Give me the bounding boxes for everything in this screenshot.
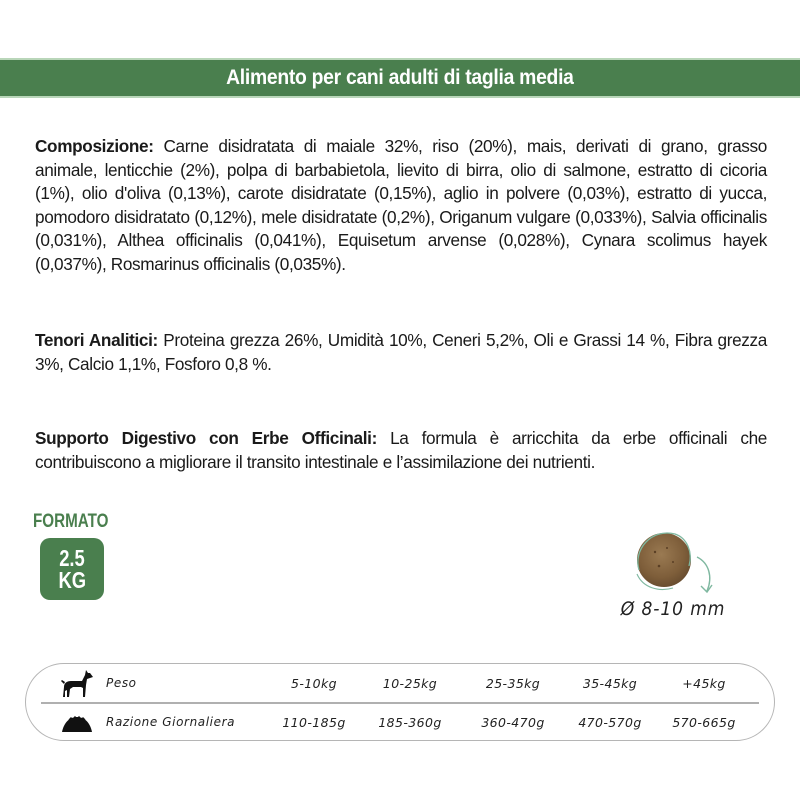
composition-section	[35, 135, 767, 276]
page-title: Alimento per cani adulti di taglia media	[226, 66, 574, 89]
format-amount: 2.5	[59, 545, 85, 571]
ration-value: 360-470g	[481, 714, 545, 730]
table-row-weight	[26, 664, 774, 702]
weight-value: +45kg	[682, 675, 726, 691]
format-badge	[40, 538, 104, 600]
food-bowl-icon	[59, 706, 95, 738]
daily-ration-label: Razione Giornaliera	[106, 715, 236, 729]
feeding-table	[25, 663, 775, 741]
composition-label: Composizione:	[35, 136, 154, 156]
composition-text: Carne disidratata di maiale 32%, riso (20%), mais, derivati di grano, grasso animale, lenticchie (2%), polpa di barbabietola, lievito di birra, olio di salmone, estratto di cicoria (1%), olio d'oliva (0,13%), carote disidratate (0,15%), aglio in polvere (0,03%), estratto di yucca, pomodoro disidratato (0,12%), mele disidratate (0,2%), Origanum vulgare (0,033%), Salvia officinalis (0,031%), Althea officinalis (0,041%), Equisetum arvense (0,028%), Cynara scolimus hayek (0,037%), Rosmarinus officinalis (0,035%).	[35, 136, 767, 274]
analytical-text: Proteina grezza 26%, Umidità 10%, Ceneri 5,2%, Oli e Grassi 14 %, Fibra grezza 3%, Calcio 1,1%, Fosforo 0,8 %.	[35, 330, 767, 374]
weight-value: 35-45kg	[582, 675, 638, 691]
ration-value: 470-570g	[578, 714, 642, 730]
analytical-label: Tenori Analitici:	[35, 330, 158, 350]
digestive-support-section	[35, 427, 767, 474]
weight-value: 25-35kg	[485, 675, 541, 691]
ration-value: 570-665g	[672, 714, 736, 730]
weight-label: Peso	[106, 676, 137, 690]
dog-icon	[59, 667, 95, 699]
title-banner	[0, 58, 800, 98]
table-row-daily-ration	[26, 703, 774, 741]
format-unit: KG	[58, 567, 86, 593]
analytical-section	[35, 329, 767, 376]
kibble-image	[633, 530, 695, 592]
kibble-size-label: Ø 8-10 mm	[620, 598, 726, 620]
ration-value: 185-360g	[378, 714, 442, 730]
digestive-label: Supporto Digestivo con Erbe Officinali:	[35, 428, 377, 448]
digestive-text: La formula è arricchita da erbe officinali che contribuiscono a migliorare il transito intestinale e l’assimilazione dei nutrienti.	[35, 428, 767, 472]
ration-value: 110-185g	[282, 714, 346, 730]
weight-value: 5-10kg	[291, 675, 337, 691]
format-label: FORMATO	[33, 511, 109, 532]
arrow-icon	[695, 555, 719, 595]
weight-value: 10-25kg	[382, 675, 438, 691]
